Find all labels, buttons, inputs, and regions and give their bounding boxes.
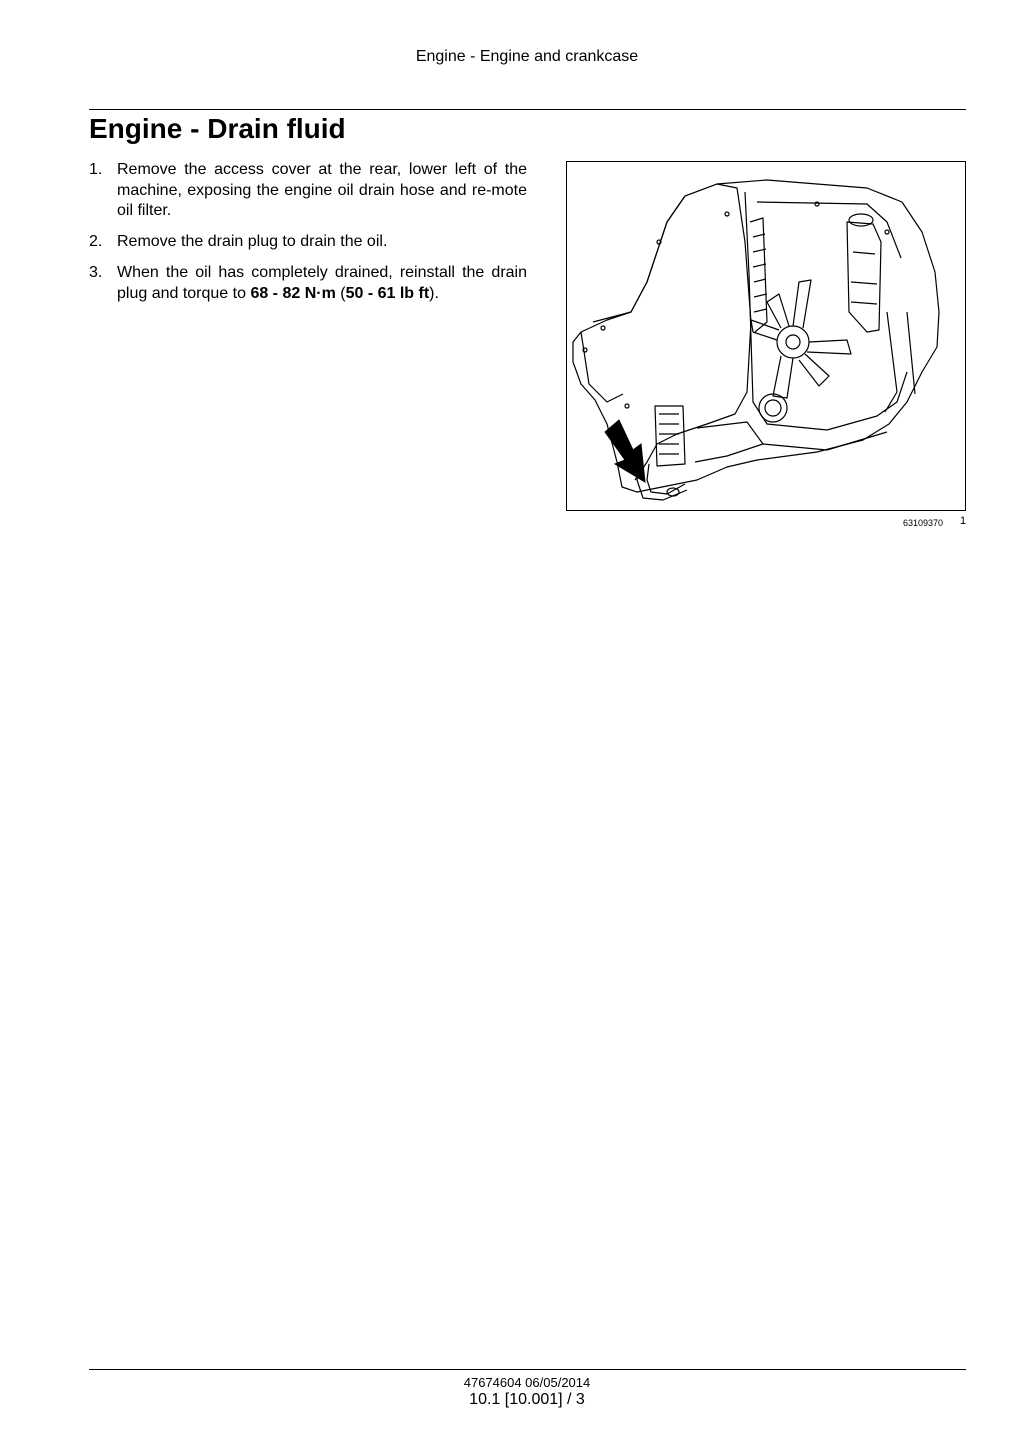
step-number: 3.: [89, 264, 103, 281]
step-number: 2.: [89, 233, 103, 250]
step-3: [89, 263, 527, 304]
engine-compartment-illustration: [567, 162, 965, 510]
page-reference: 10.1 [10.001] / 3: [469, 1391, 585, 1408]
torque-metric: 68 - 82 N·m: [250, 284, 336, 302]
procedure-steps: [89, 160, 527, 315]
document-code: 47674604 06/05/2014: [463, 1375, 591, 1390]
step-1: [89, 160, 527, 222]
figure-id: 63109370: [902, 518, 943, 528]
figure-number: 1: [960, 515, 967, 527]
step-text: When the oil has completely drained, reinstall the drain plug and torque to: [117, 264, 527, 302]
torque-imperial: 50 - 61 lb ft: [345, 284, 430, 302]
step-number: 1.: [89, 161, 103, 178]
step-text: Remove the drain plug to drain the oil.: [117, 233, 388, 250]
section-title: Engine - Drain fluid: [89, 113, 346, 144]
step-2: [89, 232, 527, 253]
footer-rule: [89, 1369, 966, 1370]
step-text: Remove the access cover at the rear, lower left of the machine, exposing the engine oil drain hose and re-mote oil filter.: [117, 161, 527, 219]
step-text-close: ).: [429, 284, 439, 302]
figure-frame: [566, 161, 966, 511]
running-header: Engine - Engine and crankcase: [415, 48, 639, 65]
step-text-open: (: [335, 284, 346, 302]
header-rule: [89, 109, 966, 110]
